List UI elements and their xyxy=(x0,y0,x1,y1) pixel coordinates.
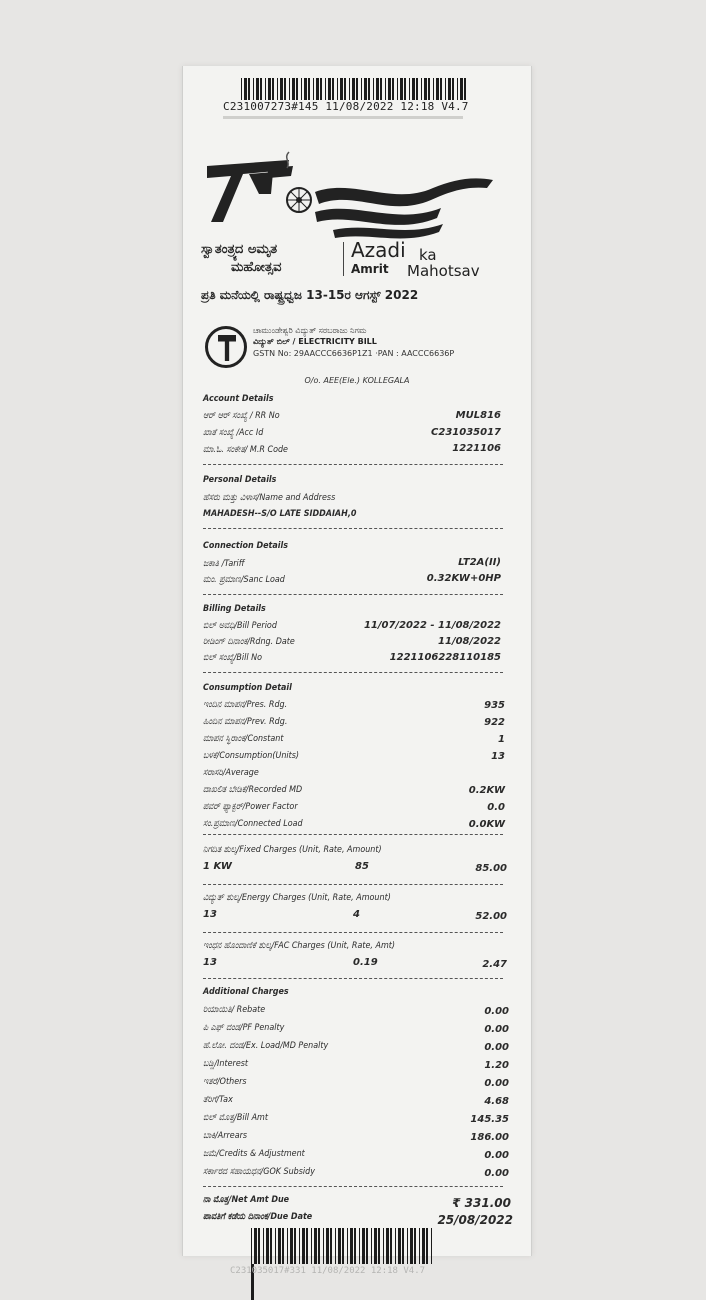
additional-row-label: ರಿಯಾಯಿತಿ/ Rebate xyxy=(203,1004,266,1015)
acc-label: ಖಾತೆ ಸಂಖ್ಯೆ /Acc Id xyxy=(203,427,264,438)
fac-unit: 13 xyxy=(203,957,217,968)
har-ghar-tiranga-line: ಪ್ರತಿ ಮನೆಯಲ್ಲಿ ರಾಷ್ಟ್ರಧ್ವಜ 13-15ರ ಆಗಸ್ಟ್ 2022 xyxy=(201,288,419,302)
fixed-amount: 85.00 xyxy=(475,863,507,874)
reading-date-label: ರೀಡಿಂಗ್ ದಿನಾಂಕ/Rdng. Date xyxy=(203,636,295,647)
azadi-ka-amrit-mahotsav-logo xyxy=(203,148,503,248)
consumption-row-label: ಬಳಕೆ/Consumption(Units) xyxy=(203,750,300,761)
consumption-row-value: 0.2KW xyxy=(468,785,505,796)
name-label: ಹೆಸರು ಮತ್ತು ವಿಳಾಸ/Name and Address xyxy=(203,492,336,503)
personal-heading: Personal Details xyxy=(203,474,277,485)
additional-row-label: ಇತರೆ/Others xyxy=(203,1076,247,1087)
additional-row-label: ಹೆ.ಲೋ. ದಂಡ/Ex. Load/MD Penalty xyxy=(203,1040,329,1051)
smudged-line xyxy=(223,116,463,119)
electricity-bill-receipt xyxy=(182,66,532,1256)
bottom-barcode xyxy=(251,1228,437,1264)
consumption-row-value: 922 xyxy=(484,717,505,728)
additional-row-value: 0.00 xyxy=(484,1024,509,1035)
fac-charges-label: ಇಂಧನ ಹೊಂದಾಣಿಕೆ ಶುಲ್ಕ/FAC Charges (Unit, Rate, Amt) xyxy=(203,940,396,951)
fixed-unit: 1 KW xyxy=(203,861,232,872)
fac-amount: 2.47 xyxy=(482,959,507,970)
company-name: ಚಾಮುಂಡೇಶ್ವರಿ ವಿದ್ಯುತ್ ಸರಬರಾಜು ನಿಗಮ xyxy=(253,326,367,335)
divider xyxy=(203,1186,503,1187)
bill-no-label: ಬಿಲ್ ಸಂಖ್ಯೆ/Bill No xyxy=(203,652,263,663)
energy-amount: 52.00 xyxy=(475,911,507,922)
mr-value: 1221106 xyxy=(452,443,501,454)
ka-text: ka xyxy=(419,246,437,264)
consumption-row-label: ಪವರ್ ಫ್ಯಾಕ್ಟರ್/Power Factor xyxy=(203,801,298,812)
mr-label: ಮಾ.ಓ. ಸಂಕೇತ/ M.R Code xyxy=(203,444,288,455)
reading-date-value: 11/08/2022 xyxy=(438,636,501,647)
additional-row-value: 0.00 xyxy=(484,1078,509,1089)
divider xyxy=(203,464,503,465)
slogan-divider xyxy=(343,242,344,276)
seventy-five-mark xyxy=(207,160,293,222)
rr-label: ಆರ್ ಆರ್ ಸಂಖ್ಯೆ / RR No xyxy=(203,410,280,421)
acc-value: C231035017 xyxy=(431,427,501,438)
additional-row-value: 4.68 xyxy=(484,1096,509,1107)
divider xyxy=(203,978,503,979)
sanc-load-value: 0.32KW+0HP xyxy=(426,573,501,584)
additional-row-label: ಪಿ ಎಫ್ ದಂಡ/PF Penalty xyxy=(203,1022,285,1033)
amrit-text: Amrit xyxy=(351,262,389,276)
divider xyxy=(203,672,503,673)
net-amount-value: ₹ 331.00 xyxy=(452,1196,511,1210)
additional-row-label: ಜಮೆ/Credits & Adjustment xyxy=(203,1148,305,1159)
connection-heading: Connection Details xyxy=(203,540,289,551)
company-seal-icon xyxy=(205,326,247,368)
billing-heading: Billing Details xyxy=(203,603,266,614)
consumption-row-label: ಸಂ.ಪ್ರಮಾಣ/Connected Load xyxy=(203,818,303,829)
fixed-charges-label: ನಿಗದಿತ ಶುಲ್ಕ/Fixed Charges (Unit, Rate, Amount) xyxy=(203,844,382,855)
consumption-row-label: ದಾಖಲಿತ ಬೇಡಿಕೆ/Recorded MD xyxy=(203,784,303,795)
consumption-row-label: ಮಾಪನ ಸ್ಥಿರಾಂಕ/Constant xyxy=(203,733,284,744)
kannada-slogan-line1: ಸ್ವಾತಂತ್ರ್ಯದ ಅಮೃತ xyxy=(201,242,278,257)
consumption-row-value: 1 xyxy=(498,734,505,745)
top-barcode xyxy=(241,78,471,100)
account-heading: Account Details xyxy=(203,393,274,404)
additional-row-value: 0.00 xyxy=(484,1168,509,1179)
additional-row-value: 186.00 xyxy=(470,1132,509,1143)
kannada-slogan-line2: ಮಹೋತ್ಸವ xyxy=(231,260,282,275)
bill-no-value: 1221106228110185 xyxy=(389,652,501,663)
fac-rate: 0.19 xyxy=(353,957,378,968)
energy-unit: 13 xyxy=(203,909,217,920)
mahotsav-text: Mahotsav xyxy=(407,262,480,280)
gstn-pan: GSTN No: 29AACCC6636P1Z1 ·PAN : AACCC6636P xyxy=(253,349,455,358)
name-value: MAHADESH--S/O LATE SIDDAIAH,0 xyxy=(203,508,357,519)
consumption-row-value: 935 xyxy=(484,700,505,711)
additional-row-label: ಬಾಕಿ/Arrears xyxy=(203,1130,248,1141)
additional-row-value: 0.00 xyxy=(484,1150,509,1161)
bill-title: ವಿದ್ಯುತ್ ಬಿಲ್ / ELECTRICITY BILL xyxy=(253,337,377,346)
faint-footer-line: C231035017#331 11/08/2022 12:18 V4.7 xyxy=(230,1266,426,1276)
additional-row-label: ಬಡ್ಡಿ/Interest xyxy=(203,1058,249,1069)
consumption-heading: Consumption Detail xyxy=(203,682,292,693)
net-amount-label: ನಾ ಮೊತ್ತ/Net Amt Due xyxy=(203,1194,290,1205)
due-date-value: 25/08/2022 xyxy=(437,1213,513,1227)
consumption-row-value: 13 xyxy=(491,751,505,762)
additional-heading: Additional Charges xyxy=(203,986,289,997)
divider xyxy=(203,932,503,933)
tariff-label: ಜಕಾತಿ /Tariff xyxy=(203,558,245,569)
divider xyxy=(203,834,503,835)
due-date-label: ಪಾವತಿಗೆ ಕಡೆಯ ದಿನಾಂಕ/Due Date xyxy=(203,1211,313,1222)
chakra-icon xyxy=(287,188,311,212)
energy-rate: 4 xyxy=(353,909,360,920)
receipt-header-line: C231007273#145 11/08/2022 12:18 V4.7 xyxy=(223,100,469,113)
divider xyxy=(203,528,503,529)
sanc-load-label: ಮಂ. ಪ್ರಮಾಣ/Sanc Load xyxy=(203,574,285,585)
consumption-row-value: 0.0 xyxy=(487,802,505,813)
flag-waves-icon xyxy=(315,178,493,238)
consumption-row-label: ಸರಾಸರಿ/Average xyxy=(203,767,259,778)
consumption-row-value: 0.0KW xyxy=(468,819,505,830)
additional-row-value: 145.35 xyxy=(470,1114,509,1125)
divider xyxy=(203,884,503,885)
additional-row-label: ತೆರಿಗೆ/Tax xyxy=(203,1094,233,1105)
tariff-value: LT2A(II) xyxy=(458,557,501,568)
additional-row-label: ಬಿಲ್ ಮೊತ್ತ/Bill Amt xyxy=(203,1112,268,1123)
additional-row-value: 0.00 xyxy=(484,1006,509,1017)
energy-charges-label: ವಿದ್ಯುತ್ ಶುಲ್ಕ/Energy Charges (Unit, Rate, Amount) xyxy=(203,892,391,903)
consumption-row-label: ಹಿಂದಿನ ಮಾಪನ/Prev. Rdg. xyxy=(203,716,288,727)
office-name: O/o. AEE(Ele.) KOLLEGALA xyxy=(304,376,410,385)
fixed-rate: 85 xyxy=(355,861,369,872)
additional-row-value: 1.20 xyxy=(484,1060,509,1071)
additional-row-label: ಸರ್ಕಾರದ ಸಹಾಯಧನ/GOK Subsidy xyxy=(203,1166,315,1177)
consumption-row-label: ಇಂದಿನ ಮಾಪನ/Pres. Rdg. xyxy=(203,699,288,710)
additional-row-value: 0.00 xyxy=(484,1042,509,1053)
divider xyxy=(203,594,503,595)
azadi-text: Azadi xyxy=(351,238,406,262)
bill-period-label: ಬಿಲ್ ಅವಧಿ/Bill Period xyxy=(203,620,277,631)
bill-period-value: 11/07/2022 - 11/08/2022 xyxy=(363,620,501,631)
rr-value: MUL816 xyxy=(455,410,501,421)
